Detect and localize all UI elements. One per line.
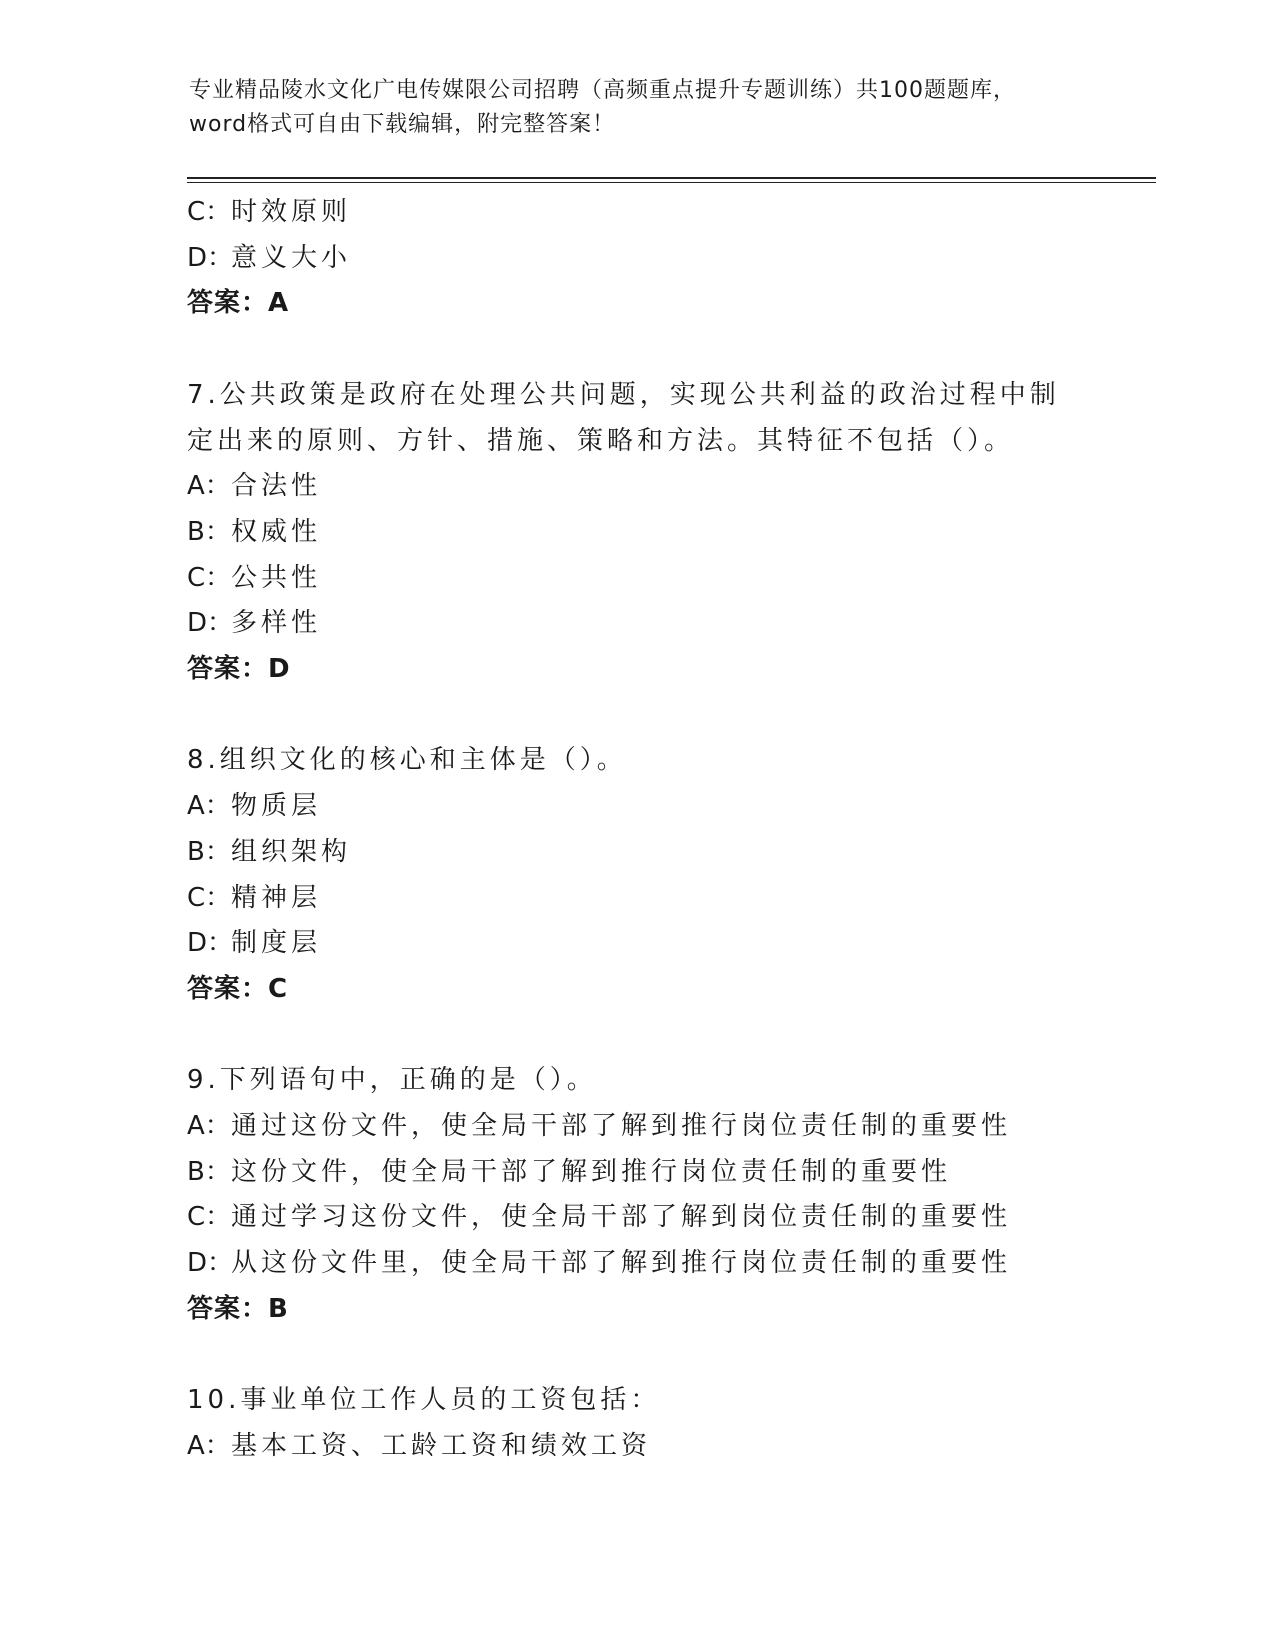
answer: 答案：C	[187, 973, 289, 1004]
option-d: D：意义大小	[187, 242, 352, 273]
answer: 答案：A	[187, 288, 290, 319]
question-text: 10.事业单位工作人员的工资包括：	[187, 1385, 661, 1416]
option-b: B：权威性	[187, 516, 322, 547]
question-6-continued	[187, 190, 1087, 327]
option-b: B：组织架构	[187, 836, 352, 867]
header-title: 专业精品陵水文化广电传媒限公司招聘（高频重点提升专题训练）共100题题库，word格式可自由下载编辑，附完整答案！	[189, 78, 1016, 137]
document-header	[189, 74, 1069, 142]
header-rule-thick	[187, 177, 1156, 179]
option-c: C：公共性	[187, 562, 322, 593]
option-d: D：制度层	[187, 928, 322, 959]
spacer	[187, 693, 1087, 739]
spacer	[187, 327, 1087, 373]
option-b: B：这份文件，使全局干部了解到推行岗位责任制的重要性	[187, 1156, 952, 1187]
option-a: A：物质层	[187, 791, 322, 822]
document-body	[187, 190, 1087, 1470]
question-text: 7.公共政策是政府在处理公共问题，实现公共利益的政治过程中制定出来的原则、方针、措施、策略和方法。其特征不包括（）。	[187, 379, 1060, 456]
header-rule-thin	[187, 182, 1156, 183]
question-text: 9.下列语句中，正确的是（）。	[187, 1065, 597, 1096]
spacer	[187, 1013, 1087, 1059]
option-a: A：通过这份文件，使全局干部了解到推行岗位责任制的重要性	[187, 1111, 1012, 1142]
question-9	[187, 1058, 1087, 1332]
answer: 答案：B	[187, 1293, 289, 1324]
question-7	[187, 373, 1087, 693]
question-8	[187, 738, 1087, 1012]
question-10	[187, 1378, 1087, 1469]
answer: 答案：D	[187, 654, 291, 685]
option-d: D：从这份文件里，使全局干部了解到推行岗位责任制的重要性	[187, 1248, 1012, 1279]
option-a: A：基本工资、工龄工资和绩效工资	[187, 1430, 652, 1461]
option-c: C：精神层	[187, 882, 322, 913]
option-a: A：合法性	[187, 471, 322, 502]
option-c: C：通过学习这份文件，使全局干部了解到岗位责任制的重要性	[187, 1202, 1012, 1233]
option-d: D：多样性	[187, 608, 322, 639]
question-text: 8.组织文化的核心和主体是（）。	[187, 745, 627, 776]
option-c: C：时效原则	[187, 197, 352, 227]
spacer	[187, 1333, 1087, 1379]
